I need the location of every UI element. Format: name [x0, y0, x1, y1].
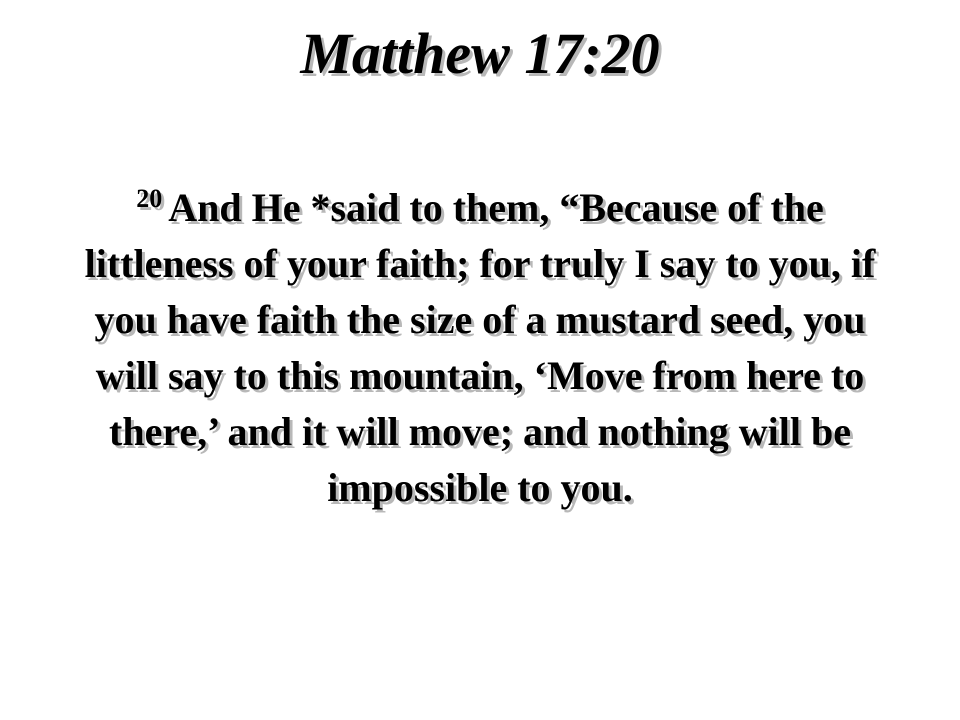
verse-number: 20: [136, 184, 163, 213]
verse-body: [60, 180, 900, 516]
verse-text: And He *said to them, “Because of the littleness of your faith; for truly I say to you, if you have faith the size of a mustard seed, you will say to this mountain, ‘Move from here to there,’ and it will move; and nothing will be impossible to you.: [84, 185, 876, 510]
slide-title: Matthew 17:20: [300, 21, 660, 86]
